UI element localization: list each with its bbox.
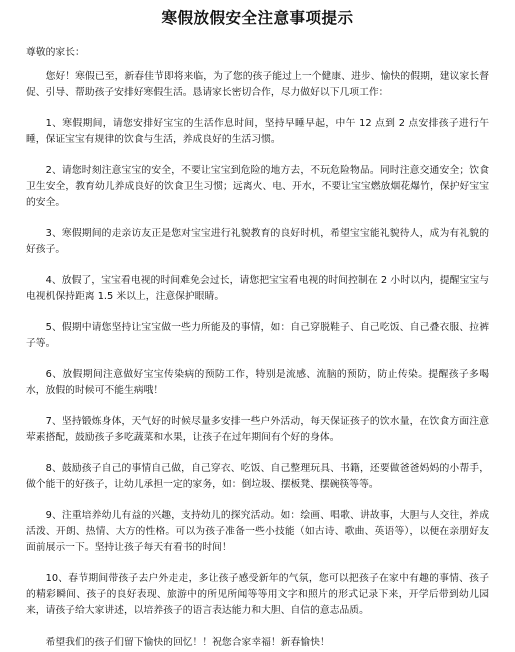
notice-item-6: 6、放假期间注意做好宝宝传染病的预防工作，特别是流感、流脑的预防，防止传染。提醒孩子多喝水，放假的时候可不能生病哦！: [26, 369, 489, 396]
notice-item-7: 7、坚持锻炼身体，天气好的时候尽量多安排一些户外活动，每天保证孩子的饮水量，在饮食方面注意荤素搭配，鼓励孩子多吃蔬菜和水果，让孩子在过年期间有个好的身体。: [26, 416, 489, 443]
notice-item-2: 2、请您时刻注意宝宝的安全，不要让宝宝到危险的地方去，不玩危险物品。同时注意交通安全；饮食卫生安全，教育幼儿养成良好的饮食卫生习惯；远离火、电、开水，不要让宝宝燃放烟花爆竹，保护好宝宝的安全。: [26, 165, 489, 208]
notice-item-8: 8、鼓励孩子自己的事情自己做，自己穿衣、吃饭、自己整理玩具、书籍，还要做爸爸妈妈的小帮手，做个能干的好孩子，让幼儿承担一定的家务，如：倒垃圾、摆板凳、摆碗筷等等。: [26, 463, 489, 490]
notice-item-10: 10、春节期间带孩子去户外走走，多让孩子感受新年的气氛，您可以把孩子在家中有趣的事情、孩子的精彩瞬间、孩子的良好表现、旅游中的所见所闻等等用文字和照片的形式记录下来，开学后带到幼儿园来，请孩子给大家讲述，以培养孩子的语言表达能力和大胆、自信的意志品质。: [26, 573, 489, 616]
document-title: 寒假放假安全注意事项提示: [161, 8, 354, 27]
notice-item-4: 4、放假了，宝宝看电视的时间难免会过长，请您把宝宝看电视的时间控制在 2 小时以内，提醒宝宝与电视机保持距离 1.5 米以上，注意保护眼睛。: [26, 275, 489, 302]
salutation: 尊敬的家长：: [26, 47, 85, 58]
notice-item-1: 1、寒假期间，请您安排好宝宝的生活作息时间，坚持早睡早起，中午 12 点到 2 点安排孩子进行午睡，保证宝宝有规律的饮食与生活，养成良好的生活习惯。: [26, 118, 489, 145]
notice-item-9: 9、注重培养幼儿有益的兴趣，支持幼儿的探究活动。如：绘画、唱歌、讲故事，大胆与人交往，养成活泼、开朗、热情、大方的性格。可以为孩子准备一些小技能（如古诗、歌曲、英语等），以便在亲朋好友面前展示一下。坚持让孩子每天有看书的时间！: [26, 510, 489, 553]
document-body: [26, 45, 489, 651]
closing-line: 希望我们的孩子们留下愉快的回忆！！祝您合家幸福！新春愉快！: [45, 637, 330, 648]
intro-paragraph: 您好！寒假已至，新春佳节即将来临，为了您的孩子能过上一个健康、进步、愉快的假期，建议家长督促、引导、帮助孩子安排好寒假生活。恳请家长密切合作，尽力做好以下几项工作：: [26, 71, 489, 98]
notice-item-5: 5、假期中请您坚持让宝宝做一些力所能及的事情，如：自己穿脱鞋子、自己吃饭、自己叠衣服、拉裤子等。: [26, 322, 489, 349]
notice-item-3: 3、寒假期间的走亲访友正是您对宝宝进行礼貌教育的良好时机，希望宝宝能礼貌待人，成为有礼貌的好孩子。: [26, 228, 489, 255]
